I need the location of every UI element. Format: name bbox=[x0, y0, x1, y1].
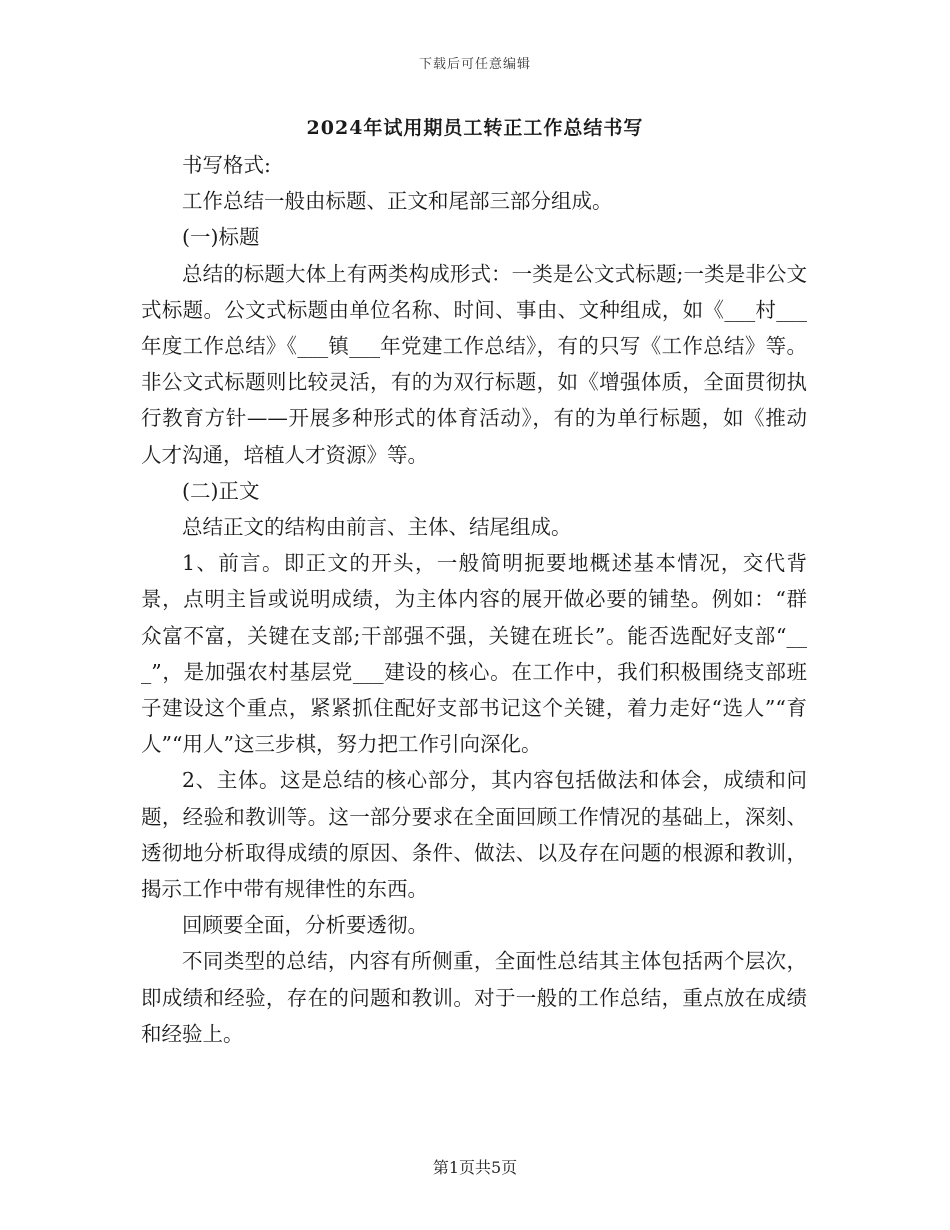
paragraph-summary-types: 不同类型的总结，内容有所侧重，全面性总结其主体包括两个层次，即成绩和经验，存在的问题和教训。对于一般的工作总结，重点放在成绩和经验上。 bbox=[141, 949, 807, 1046]
paragraph-preface: 1、前言。即正文的开头，一般简明扼要地概述基本情况，交代背景，点明主旨或说明成绩，为主体内容的展开做必要的铺垫。例如：“群众富不富，关键在支部;干部强不强，关键在班长”。能否选配好支部“___”，是加强农村基层党___建设的核心。在工作中，我们积极围绕支部班子建设这个重点，紧紧抓住配好支部书记这个关键，着力走好“选人”“育人”“用人”这三步棋，努力把工作引向深化。 bbox=[141, 551, 807, 757]
paragraph-body-structure: 总结正文的结构由前言、主体、结尾组成。 bbox=[182, 515, 572, 540]
paragraph-review: 回顾要全面，分析要透彻。 bbox=[182, 913, 428, 938]
page-header-note: 下载后可任意编辑 bbox=[418, 57, 531, 72]
paragraph-intro: 工作总结一般由标题、正文和尾部三部分组成。 bbox=[182, 189, 613, 214]
paragraph-main-part: 2、主体。这是总结的核心部分，其内容包括做法和体会，成绩和问题，经验和教训等。这一部分要求在全面回顾工作情况的基础上，深刻、透彻地分析取得成绩的原因、条件、做法、以及存在问题的根源和教训，揭示工作中带有规律性的东西。 bbox=[141, 768, 807, 902]
document-title: 2024年试用期员工转正工作总结书写 bbox=[306, 117, 644, 139]
section-heading-body: (二)正文 bbox=[182, 478, 260, 503]
document-body bbox=[141, 147, 807, 1052]
page-footer-number: 第1页共5页 bbox=[432, 1158, 518, 1177]
paragraph-format-heading: 书写格式: bbox=[182, 153, 271, 177]
section-heading-title: (一)标题 bbox=[182, 225, 260, 250]
paragraph-title-forms: 总结的标题大体上有两类构成形式：一类是公文式标题;一类是非公文式标题。公文式标题由单位名称、时间、事由、文种组成，如《___村___年度工作总结》《___镇___年党建工作总结》，有的只写《工作总结》等。非公文式标题则比较灵活，有的为双行标题，如《增强体质，全面贯彻执行教育方针——开展多种形式的体育活动》，有的为单行标题，如《推动人才沟通，培植人才资源》等。 bbox=[141, 261, 807, 467]
